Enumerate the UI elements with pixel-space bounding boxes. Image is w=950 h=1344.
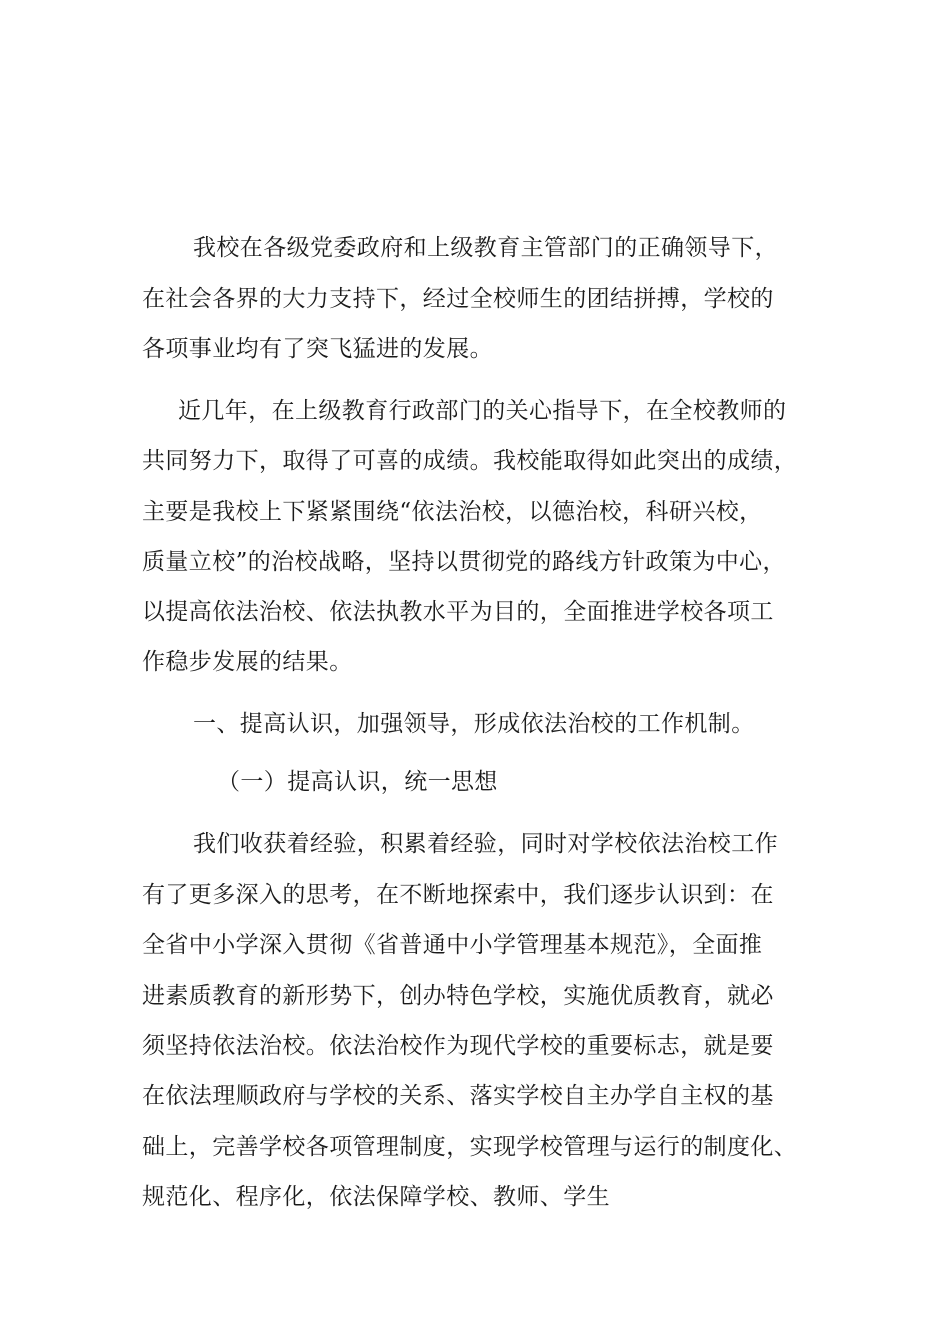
paragraph-line: 我们收获着经验，积累着经验，同时对学校依法治校工作	[193, 831, 778, 857]
paragraph-line: 规范化、程序化，依法保障学校、教师、学生	[142, 1184, 610, 1210]
section-heading: 一、提高认识，加强领导，形成依法治校的工作机制。	[193, 711, 755, 737]
paragraph-line: 近几年，在上级教育行政部门的关心指导下，在全校教师的	[178, 398, 787, 424]
subsection-heading: （一）提高认识，统一思想	[217, 769, 498, 795]
paragraph-line: 各项事业均有了突飞猛进的发展。	[142, 336, 493, 362]
paragraph-line: 共同努力下，取得了可喜的成绩。我校能取得如此突出的成绩，	[142, 448, 798, 474]
paragraph-line: 在依法理顺政府与学校的关系、落实学校自主办学自主权的基	[142, 1083, 774, 1109]
paragraph-line: 质量立校”的治校战略，坚持以贯彻党的路线方针政策为中心，	[142, 549, 786, 575]
paragraph-line: 以提高依法治校、依法执教水平为目的，全面推进学校各项工	[142, 599, 774, 625]
paragraph-line: 在社会各界的大力支持下，经过全校师生的团结拼搏，学校的	[142, 286, 774, 312]
paragraph-line: 全省中小学深入贯彻《省普通中小学管理基本规范》，全面推	[142, 932, 763, 958]
paragraph-line: 我校在各级党委政府和上级教育主管部门的正确领导下，	[193, 235, 778, 261]
paragraph-line: 础上，完善学校各项管理制度，实现学校管理与运行的制度化、	[142, 1134, 798, 1160]
paragraph-line: 有了更多深入的思考，在不断地探索中，我们逐步认识到：在	[142, 882, 774, 908]
paragraph-line: 主要是我校上下紧紧围绕“依法治校，以德治校，科研兴校，	[142, 499, 763, 525]
paragraph-line: 须坚持依法治校。依法治校作为现代学校的重要标志，就是要	[142, 1033, 774, 1059]
paragraph-line: 作稳步发展的结果。	[142, 649, 353, 675]
paragraph-line: 进素质教育的新形势下，创办特色学校，实施优质教育，就必	[142, 983, 774, 1009]
